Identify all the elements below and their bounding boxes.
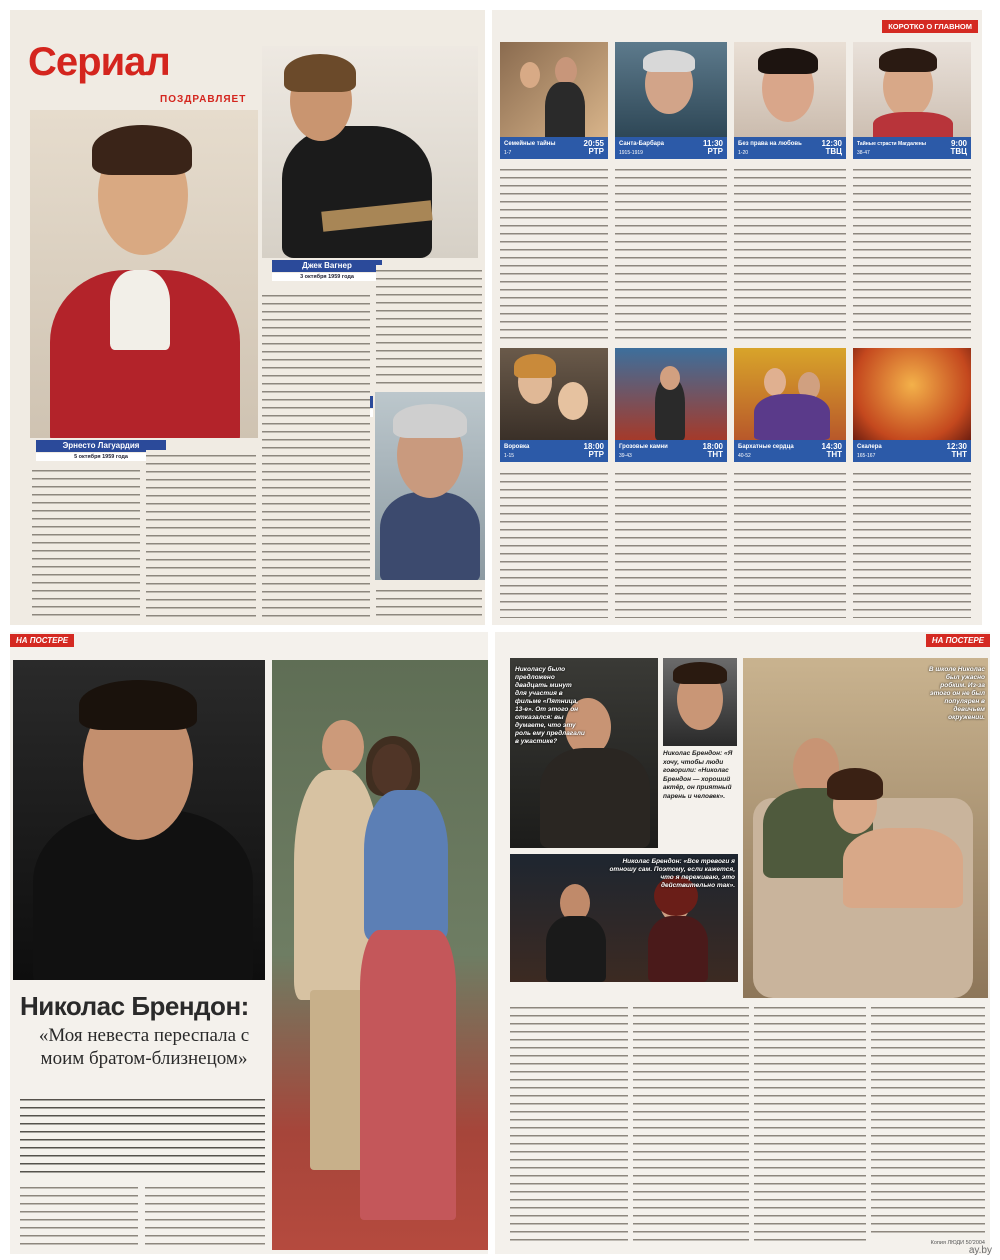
tv-episodes: 1-15 bbox=[504, 453, 515, 459]
tv-title: Скалера bbox=[857, 444, 882, 450]
page-subtitle: ПОЗДРАВЛЯЕТ bbox=[160, 94, 247, 105]
article-column bbox=[500, 468, 608, 618]
photo-vorovka bbox=[500, 348, 608, 440]
tv-episodes: 38-47 bbox=[857, 150, 870, 156]
article-column bbox=[32, 465, 140, 620]
article-column bbox=[615, 468, 727, 618]
tv-listing bbox=[615, 440, 727, 462]
magazine-page-tv-schedule bbox=[492, 10, 982, 625]
caption-jack-wagner: Джек Вагнер bbox=[272, 260, 382, 272]
tv-listing bbox=[734, 137, 846, 159]
caption-date-ernesto: 5 октября 1959 года bbox=[36, 453, 166, 461]
article-lead bbox=[20, 1094, 265, 1174]
photo-santa-barbara bbox=[615, 42, 727, 137]
article-column bbox=[853, 468, 971, 618]
article-column bbox=[20, 1182, 138, 1250]
photo-family-secrets bbox=[500, 42, 608, 137]
watermark: ay.by bbox=[968, 1245, 992, 1256]
tv-listing bbox=[853, 137, 971, 159]
tv-time: 11:30 РТР bbox=[702, 139, 723, 156]
magazine-page-serial-congratulates bbox=[10, 10, 485, 625]
article-column bbox=[500, 164, 608, 344]
article-column bbox=[734, 164, 846, 344]
caption-date-jack-wagner: 3 октября 1959 года bbox=[272, 273, 382, 281]
pull-quote: Николас Брендон: «Я хочу, чтобы люди говорили: «Николас Брендон — хороший актёр, он приятный парень и человек». bbox=[663, 750, 733, 800]
article-headline: Николас Брендон: bbox=[20, 991, 249, 1021]
page-footer: Копия ЛЮДИ 50'2004 bbox=[930, 1240, 985, 1246]
photo-grozovye-kamni bbox=[615, 348, 727, 440]
tv-title: Грозовые камни bbox=[619, 444, 668, 450]
magazine-page-on-poster-right bbox=[495, 632, 990, 1254]
photo-scalera bbox=[853, 348, 971, 440]
article-column bbox=[633, 1002, 749, 1247]
section-tag: НА ПОСТЕРЕ bbox=[926, 634, 990, 647]
tv-episodes: 1-7 bbox=[504, 150, 512, 156]
article-column bbox=[376, 585, 482, 621]
tv-title: Бархатные сердца bbox=[738, 444, 794, 450]
photo-without-right-to-love bbox=[734, 42, 846, 137]
article-column bbox=[615, 164, 727, 344]
page-title: Сериал bbox=[28, 40, 170, 84]
article-column bbox=[146, 450, 256, 620]
tv-episodes: 39-43 bbox=[619, 453, 632, 459]
tv-title: Семейные тайны bbox=[504, 141, 556, 147]
tv-time: 20:55 РТР bbox=[583, 139, 604, 156]
article-column bbox=[510, 1002, 628, 1247]
article-column bbox=[376, 265, 482, 385]
section-tag: НА ПОСТЕРЕ bbox=[10, 634, 74, 647]
photo-jack-wagner bbox=[262, 46, 478, 258]
photo-quote: Николас Брендон: «Все тревоги я отношу сам. Поэтому, если кажется, что я переживаю, это действительно так». bbox=[609, 858, 735, 889]
photo-quote: В школе Николас был ужасно робким. Из-за этого он не был популярен в девичьем окружении. bbox=[928, 666, 985, 721]
tv-time: 14:30 ТНТ bbox=[821, 442, 842, 459]
tv-time: 9:00 ТВЦ bbox=[950, 139, 967, 156]
tv-time: 12:30 ТВЦ bbox=[821, 139, 842, 156]
tv-time: 18:00 ТНТ bbox=[702, 442, 723, 459]
tv-episodes: 1915-1919 bbox=[619, 150, 643, 156]
tv-episodes: 40-52 bbox=[738, 453, 751, 459]
tv-listing bbox=[734, 440, 846, 462]
tv-title: Без права на любовь bbox=[738, 141, 802, 147]
article-column bbox=[145, 1182, 265, 1250]
tv-listing bbox=[615, 137, 727, 159]
tv-title: Санта-Барбара bbox=[619, 141, 664, 147]
article-subheadline: «Моя невеста переспала с моим братом-близнецом» bbox=[38, 1025, 250, 1069]
tv-time: 18:00 РТР bbox=[583, 442, 604, 459]
tv-listing bbox=[500, 440, 608, 462]
photo-armen-dzhigarkhanyan bbox=[375, 392, 485, 580]
tv-time: 12:30 ТНТ bbox=[946, 442, 967, 459]
photo-nicholas-brendon-portrait bbox=[13, 660, 265, 980]
tv-episodes: 1-20 bbox=[738, 150, 749, 156]
article-column bbox=[734, 468, 846, 618]
photo-nicholas-brendon-couple bbox=[272, 660, 488, 1250]
photo-nicholas-closeup bbox=[663, 658, 737, 746]
caption-ernesto: Эрнесто Лагуардия bbox=[36, 440, 166, 452]
tv-listing bbox=[500, 137, 608, 159]
tv-listing bbox=[853, 440, 971, 462]
section-tag: КОРОТКО О ГЛАВНОМ bbox=[882, 20, 978, 33]
article-column bbox=[262, 290, 370, 620]
tv-title: Воровка bbox=[504, 444, 530, 450]
article-column bbox=[853, 164, 971, 344]
photo-magdalena bbox=[853, 42, 971, 137]
photo-velvet-hearts bbox=[734, 348, 846, 440]
magazine-page-on-poster-left bbox=[10, 632, 488, 1254]
photo-ernesto-laguardia bbox=[30, 110, 258, 438]
photo-quote: Николасу было предложено двадцать минут для участия в фильме «Пятница, 13-е». От этого он отказался: вы думаете, что эту роль ему предлагали в ужастике? bbox=[515, 666, 585, 745]
tv-title: Тайные страсти Магдалены bbox=[857, 141, 927, 147]
article-column bbox=[871, 1002, 985, 1234]
article-column bbox=[754, 1002, 866, 1247]
tv-episodes: 165-167 bbox=[857, 453, 876, 459]
